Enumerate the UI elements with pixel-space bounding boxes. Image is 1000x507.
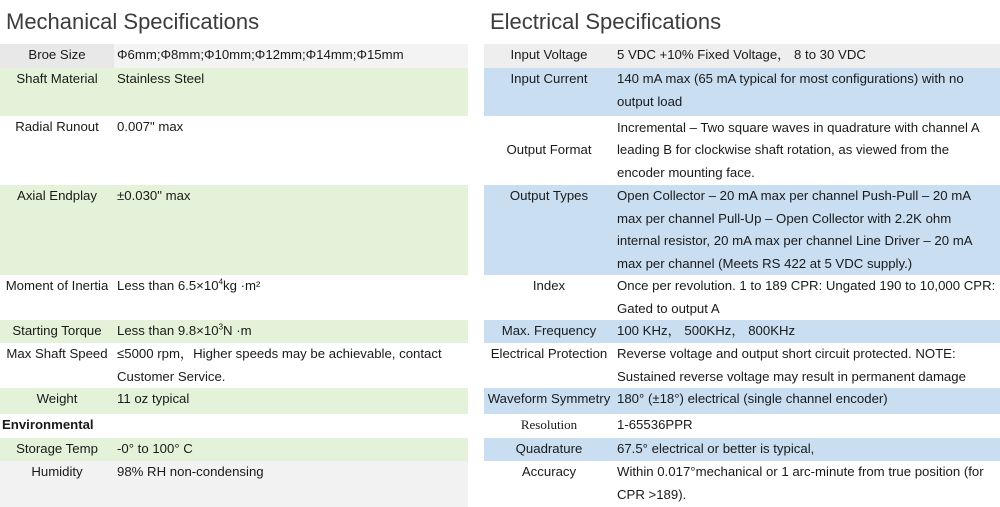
spec-value: 67.5° electrical or better is typical, [614,438,1000,461]
spec-value [114,320,468,343]
electrical-specs-title: Electrical Specifications [490,9,722,34]
spec-row-starting-torque [0,320,468,343]
spec-row-storage-temp [0,438,468,461]
spec-row-resolution [484,414,1000,438]
spec-label: Waveform Symmetry [484,388,614,414]
spec-value: -0° to 100° C [114,438,468,461]
spec-row-humidity [0,461,468,507]
spec-value: 98% RH non-condensing [114,461,468,507]
spec-label: Broe Size [0,44,114,68]
spec-label: Input Current [484,68,614,116]
spec-label: Index [484,275,614,320]
spec-label: Shaft Material [0,68,114,116]
spec-row-output-format [484,116,1000,185]
spec-value: Φ6mm;Φ8mm;Φ10mm;Φ12mm;Φ14mm;Φ15mm [114,44,468,68]
spec-label: Axial Endplay [0,185,114,275]
spec-row-bore-size [0,44,468,68]
spec-label: Accuracy [484,461,614,507]
spec-row-weight [0,388,468,414]
spec-value: Within 0.017°mechanical or 1 arc-minute from true position (for CPR >189). [614,461,1000,507]
spec-label: Max. Frequency [484,320,614,343]
spec-row-axial-endplay [0,185,468,275]
spec-label: Input Voltage [484,44,614,68]
spec-value: 100 KHz， 500KHz， 800KHz [614,320,1000,343]
spec-row-output-types [484,185,1000,275]
spec-value: Reverse voltage and output short circuit protected. NOTE: Sustained reverse voltage may result in permanent damage [614,343,1000,388]
spec-label: Output Format [484,139,614,162]
spec-value-unit: N ·m [223,323,252,338]
spec-row-moment-of-inertia [0,275,468,320]
spec-value: Open Collector – 20 mA max per channel Push-Pull – 20 mA max per channel Pull-Up – Open Collector with 2.2K ohm internal resistor, 20 mA max per channel Line Driver – 20 mA max per channel (Meets RS 422 at 5 VDC supply.) [614,185,1000,275]
spec-label: Moment of Inertia [0,275,114,320]
spec-row-electrical-protection [484,343,1000,388]
spec-value: 180° (±18°) electrical (single channel encoder) [614,388,1000,414]
mechanical-specs-title: Mechanical Specifications [6,9,260,34]
environmental-heading: Environmental [0,414,116,438]
spec-value: ±0.030" max [114,185,468,275]
spec-row-index [484,275,1000,320]
spec-label: Storage Temp [0,438,114,461]
spec-value: 140 mA max (65 mA typical for most configurations) with no output load [614,68,1000,116]
spec-row-accuracy [484,461,1000,507]
spec-label: Humidity [0,461,114,507]
spec-value-main: Less than 9.8×10 [117,323,219,338]
spec-label: Output Types [484,185,614,275]
spec-row-max-shaft-speed [0,343,468,388]
spec-value [114,275,468,320]
spec-label: Radial Runout [0,116,114,185]
spec-row-shaft-material [0,68,468,116]
spec-value: 1-65536PPR [614,414,1000,438]
spec-value: 0.007" max [114,116,468,185]
spec-label: Quadrature [484,438,614,461]
spec-label: Resolution [484,414,614,438]
spec-value: 11 oz typical [114,388,468,414]
spec-value: Stainless Steel [114,68,468,116]
spec-value: ≤5000 rpm，Higher speeds may be achievable, contact Customer Service. [114,343,468,388]
mechanical-specs-section [0,0,468,507]
spec-value-exponent: 3 [218,322,224,332]
spec-value: Incremental – Two square waves in quadrature with channel A leading B for clockwise shaft rotation, as viewed from the encoder mounting face. [614,117,1000,185]
spec-value-unit: kg ·m² [223,278,261,293]
spec-row-input-current [484,68,1000,116]
electrical-specs-section [484,0,1000,507]
spec-value-empty [116,414,468,438]
spec-value: Once per revolution. 1 to 189 CPR: Ungated 190 to 10,000 CPR: Gated to output A [614,275,1000,320]
spec-label: Weight [0,388,114,414]
spec-value: 5 VDC +10% Fixed Voltage， 8 to 30 VDC [614,44,1000,68]
spec-label: Starting Torque [0,320,114,343]
spec-label: Electrical Protection [484,343,614,388]
spec-row-quadrature [484,438,1000,461]
spec-row-radial-runout [0,116,468,185]
spec-label: Max Shaft Speed [0,343,114,388]
spec-value-exponent: 4 [218,277,224,287]
spec-row-waveform-symmetry [484,388,1000,414]
spec-row-max-frequency [484,320,1000,343]
spec-value-main: Less than 6.5×10 [117,278,219,293]
environmental-heading-row [0,414,468,438]
spec-row-input-voltage [484,44,1000,68]
